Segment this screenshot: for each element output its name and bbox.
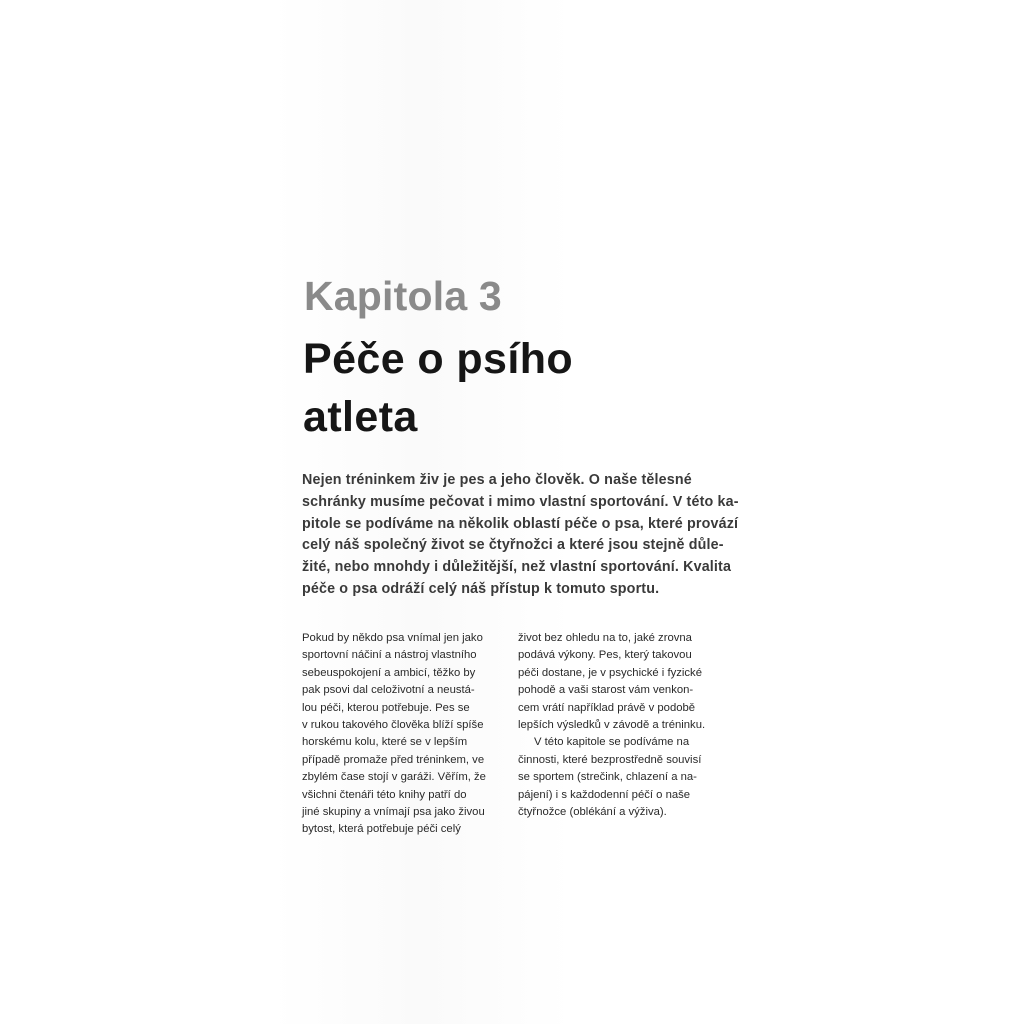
lead-paragraph bbox=[302, 470, 739, 601]
body-line: pohodě a vaši starost vám venkon- bbox=[518, 684, 694, 697]
lead-line: žité, nebo mnohdy i důležitější, než vlastní sportování. Kvalita bbox=[302, 559, 732, 576]
lead-line: schránky musíme pečovat i mimo vlastní sportování. V této ka- bbox=[302, 493, 739, 510]
body-line: život bez ohledu na to, jaké zrovna bbox=[518, 632, 692, 644]
body-line: sebeuspokojení a ambicí, těžko by bbox=[302, 666, 476, 679]
body-line: činnosti, které bezprostředně souvisí bbox=[518, 753, 702, 766]
body-line: případě promaže před tréninkem, ve bbox=[302, 753, 485, 766]
chapter-title bbox=[303, 330, 573, 446]
body-line: lepších výsledků v závodě a tréninku. bbox=[518, 719, 706, 732]
body-column-right bbox=[518, 630, 705, 821]
body-line: se sportem (strečink, chlazení a na- bbox=[518, 771, 697, 784]
body-line: V této kapitole se podíváme na bbox=[534, 736, 690, 749]
body-line: všichni čtenáři této knihy patří do bbox=[302, 788, 467, 801]
body-line: pájení) i s každodenní péčí o naše bbox=[518, 788, 691, 801]
body-line: lou péči, kterou potřebuje. Pes se bbox=[302, 701, 470, 714]
body-line: cem vrátí například právě v podobě bbox=[518, 701, 696, 714]
body-line: podává výkony. Pes, který takovou bbox=[518, 649, 692, 662]
body-line: sportovní náčiní a nástroj vlastního bbox=[302, 649, 477, 662]
chapter-title-line: Péče o psího bbox=[303, 335, 574, 383]
body-line: pak psovi dal celoživotní a neustá- bbox=[302, 684, 475, 697]
body-line: čtyřnožce (oblékání a výživa). bbox=[518, 806, 667, 819]
lead-line: pitole se podíváme na několik oblastí péče o psa, které provází bbox=[302, 515, 739, 532]
body-line: péči dostane, je v psychické i fyzické bbox=[518, 666, 702, 679]
lead-line: Nejen tréninkem živ je pes a jeho člověk. O naše tělesné bbox=[302, 472, 692, 488]
body-column-left bbox=[302, 630, 486, 839]
body-line: jiné skupiny a vnímají psa jako živou bbox=[302, 806, 485, 819]
lead-line: celý náš společný život se čtyřnožci a které jsou stejně důle- bbox=[302, 537, 724, 554]
chapter-label: Kapitola 3 bbox=[304, 273, 502, 319]
body-line: bytost, která potřebuje péči celý bbox=[302, 823, 461, 836]
body-line: v rukou takového člověka blíží spíše bbox=[302, 719, 484, 732]
chapter-title-line: atleta bbox=[303, 393, 418, 441]
body-line: zbylém čase stojí v garáži. Věřím, že bbox=[302, 771, 486, 784]
body-line: Pokud by někdo psa vnímal jen jako bbox=[302, 632, 483, 644]
body-line: horskému kolu, které se v lepším bbox=[302, 736, 468, 749]
lead-line: péče o psa odráží celý náš přístup k tomuto sportu. bbox=[302, 580, 660, 597]
